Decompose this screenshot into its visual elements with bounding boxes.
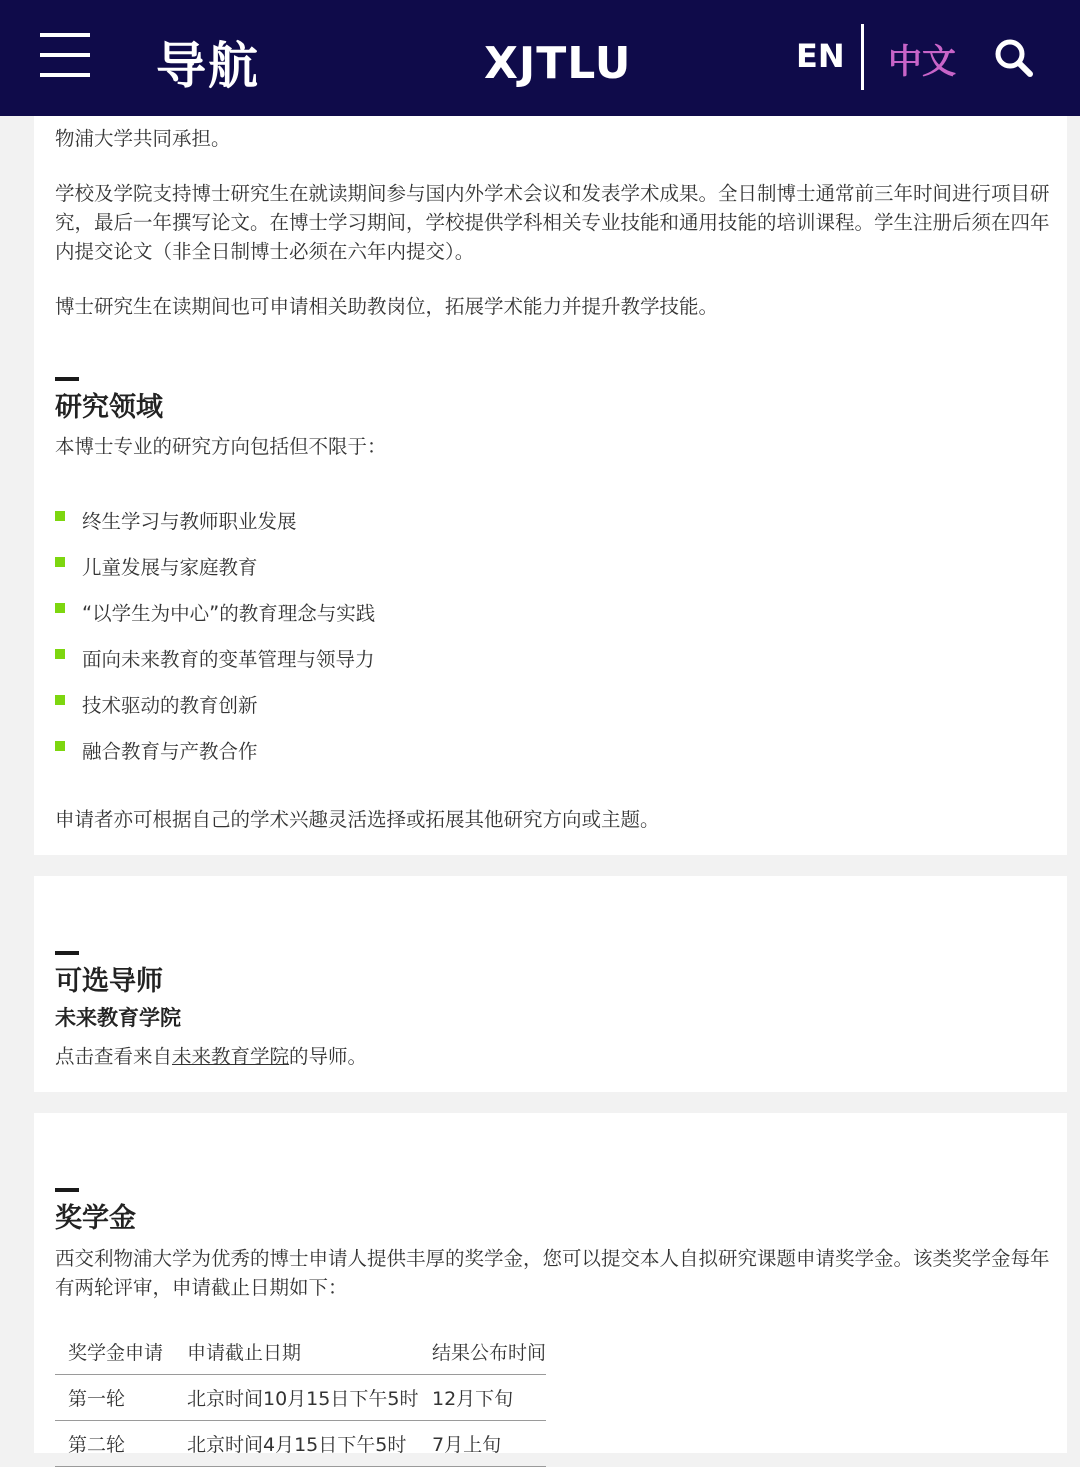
table-cell: 北京时间4月15日下午5时 [174, 1421, 419, 1467]
research-section-title: 研究领域 [55, 392, 163, 423]
research-footer: 申请者亦可根据自己的学术兴趣灵活选择或拓展其他研究方向或主题。 [55, 808, 660, 831]
supervisors-card [34, 876, 1067, 1092]
school-supervisors-link[interactable]: 未来教育学院 [172, 1045, 290, 1068]
supervisors-section-title: 可选导师 [55, 966, 163, 997]
research-intro: 本博士专业的研究方向包括但不限于： [55, 435, 387, 458]
supervisors-text: 点击查看来自未来教育学院的导师。 [55, 1045, 368, 1068]
bullet-square-icon [55, 511, 65, 521]
table-header-cell: 申请截止日期 [174, 1329, 419, 1375]
table-cell: 第一轮 [55, 1375, 174, 1421]
table-row [55, 1421, 546, 1467]
section-marker [55, 1188, 79, 1192]
intro-paragraph-2: 博士研究生在读期间也可申请相关助教岗位，拓展学术能力并提升教学技能。 [55, 295, 719, 318]
program-details-card: 物浦大学共同承担。 学校及学院支持博士研究生在就读期间参与国内外学术会议和发表学术成果。全日制博士通常前三年时间进行项目研究，最后一年撰写论文。在博士学习期间，学校提供学科相关专业技能和通用技能的培训课程。学生注册后须在四年内提交论文（非全日制博士必须在六年内提交）。 博士研究生在读期间也可申请相关助教岗位，拓展学术能力并提升教学技能。 研究领域 本博士专业的研究方向包括但不限于： 终生学习与教师职业发展 儿童发展与家庭教育 “以学生为中心”的教育理念与实践 面向未来教育的变革管理与领导力 技术驱动的教育创新 融合教育与产教合作 申请者亦可根据自己的学术兴趣灵活选择或拓展其他研究方向或主题。 [34, 100, 1067, 855]
bullet-square-icon [55, 649, 65, 659]
bullet-square-icon [55, 741, 65, 751]
scholarship-intro: 西交利物浦大学为优秀的博士申请人提供丰厚的奖学金，您可以提交本人自拟研究课题申请奖学金。该类奖学金每年有两轮评审，申请截止日期如下： [55, 1247, 1050, 1299]
top-nav-bar [0, 0, 1080, 116]
table-header-row [55, 1329, 546, 1375]
nav-label[interactable]: 导航 [156, 37, 260, 95]
intro-paragraph-1: 学校及学院支持博士研究生在就读期间参与国内外学术会议和发表学术成果。全日制博士通常前三年时间进行项目研究，最后一年撰写论文。在博士学习期间，学校提供学科相关专业技能和通用技能的培训课程。学生注册后须在四年内提交论文（非全日制博士必须在六年内提交）。 [55, 182, 1050, 263]
brand-logo[interactable]: XJTLU [484, 38, 632, 89]
bullet-square-icon [55, 603, 65, 613]
table-cell: 北京时间10月15日下午5时 [174, 1375, 419, 1421]
intro-paragraph-0: 物浦大学共同承担。 [55, 127, 231, 150]
section-marker [55, 377, 79, 381]
table-cell: 7月上旬 [419, 1421, 546, 1467]
scholarship-deadline-table [55, 1329, 546, 1467]
table-header-cell: 结果公布时间 [419, 1329, 546, 1375]
bullet-square-icon [55, 695, 65, 705]
school-name: 未来教育学院 [55, 1006, 181, 1030]
language-divider [861, 24, 864, 90]
search-icon[interactable] [994, 38, 1034, 78]
scholarship-card [34, 1113, 1067, 1456]
table-cell: 12月下旬 [419, 1375, 546, 1421]
language-zh-button[interactable]: 中文 [888, 42, 956, 82]
bullet-square-icon [55, 557, 65, 567]
menu-icon[interactable] [40, 33, 90, 77]
scholarship-section-title: 奖学金 [55, 1203, 136, 1234]
table-header-cell: 奖学金申请 [55, 1329, 174, 1375]
section-marker [55, 951, 79, 955]
table-cell: 第二轮 [55, 1421, 174, 1467]
table-row [55, 1375, 546, 1421]
language-en-button[interactable]: EN [796, 37, 845, 75]
